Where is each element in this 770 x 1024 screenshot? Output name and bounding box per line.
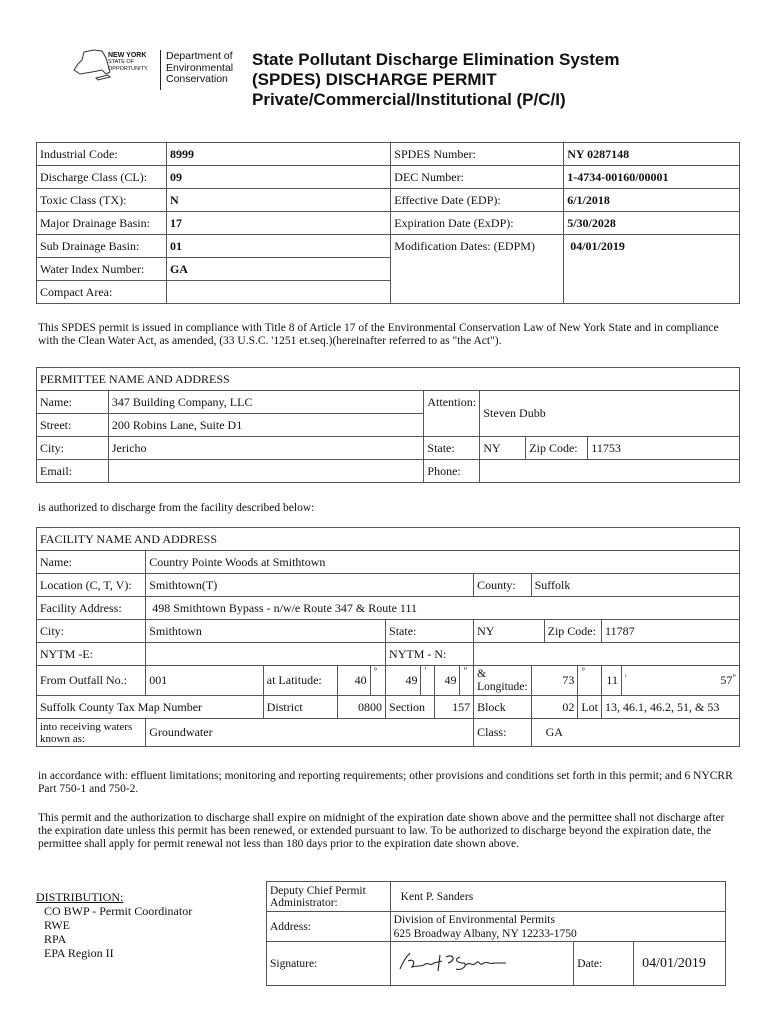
facility-state-value: NY — [474, 620, 545, 643]
logo-divider — [160, 50, 161, 90]
address-line-1: Division of Environmental Permits — [393, 913, 555, 926]
permittee-city-label: City: — [37, 437, 109, 460]
county-value: Suffolk — [531, 574, 739, 597]
permittee-name-value: 347 Building Company, LLC — [108, 391, 424, 414]
handwritten-signature — [394, 947, 514, 977]
facility-table — [36, 527, 740, 747]
attention-label: Attention: — [424, 391, 480, 437]
signature-cell — [390, 942, 574, 986]
lon-min-value: 11 — [602, 666, 622, 696]
water-index-label: Water Index Number: — [37, 258, 167, 281]
dec-logo — [72, 48, 244, 98]
industrial-code-value: 8999 — [166, 143, 390, 166]
section-label: Section — [386, 696, 435, 719]
permittee-email-label: Email: — [37, 460, 109, 483]
block-value: 02 — [531, 696, 578, 719]
authorized-text: is authorized to discharge from the facility described below: — [38, 502, 315, 514]
intro-paragraph: This SPDES permit is issued in compliance with Title 8 of Article 17 of the Environmental Conservation Law of New York State and in compliance with the Clean Water Act, as amended, (33 U.S.C. '1251 et.seq.)(hereinafter referred to as "the Act"). — [38, 322, 719, 347]
compact-area-value — [166, 281, 390, 304]
dec-number-label: DEC Number: — [391, 166, 564, 189]
permittee-table — [36, 367, 740, 483]
accordance-paragraph: in accordance with: effluent limitations; monitoring and reporting requirements; other provisions and conditions set forth in this permit; and 6 NYCRR Part 750-1 and 750-2. — [38, 770, 733, 795]
nytm-e-label: NYTM -E: — [37, 643, 146, 666]
lat-sec-value: 49 — [435, 666, 460, 696]
permit-codes-table — [36, 142, 740, 304]
distribution-item: RWE — [44, 918, 70, 932]
major-drainage-label: Major Drainage Basin: — [37, 212, 167, 235]
outfall-label: From Outfall No.: — [37, 666, 146, 696]
date-value: 04/01/2019 — [634, 942, 726, 986]
facility-zip-label: Zip Code: — [544, 620, 601, 643]
address-line-2: 625 Broadway Albany, NY 12233-1750 — [393, 927, 577, 940]
ny-state-wordmark: NEW YORK STATE OF OPPORTUNITY. — [108, 52, 149, 72]
facility-name-label: Name: — [37, 551, 146, 574]
nytm-e-value — [146, 643, 386, 666]
distribution-item: CO BWP - Permit Coordinator — [44, 904, 193, 918]
lon-min-symbol: ' — [624, 673, 627, 683]
industrial-code-label: Industrial Code: — [37, 143, 167, 166]
toxic-class-value: N — [166, 189, 390, 212]
nytm-n-label: NYTM - N: — [386, 643, 474, 666]
permittee-name-label: Name: — [37, 391, 109, 414]
ny-state-map-icon — [72, 48, 112, 84]
permittee-state-label: State: — [424, 437, 480, 460]
signature-label: Signature: — [267, 942, 391, 986]
exdp-value: 5/30/2028 — [564, 212, 740, 235]
county-label: County: — [474, 574, 531, 597]
address-label: Address: — [267, 912, 391, 942]
permittee-email-value — [108, 460, 424, 483]
tax-map-label: Suffolk County Tax Map Number — [37, 696, 264, 719]
facility-address-label: Facility Address: — [37, 597, 146, 620]
spdes-number-label: SPDES Number: — [391, 143, 564, 166]
dec-number-value: 1-4734-00160/00001 — [564, 166, 740, 189]
lon-deg-symbol: ° — [578, 666, 602, 696]
lon-sec-value — [621, 666, 739, 696]
lat-deg-symbol: ° — [370, 666, 385, 696]
lat-min-symbol: ' — [421, 666, 435, 696]
permittee-zip-label: Zip Code: — [526, 437, 588, 460]
distribution-item: RPA — [44, 932, 67, 946]
permittee-zip-value: 11753 — [588, 437, 740, 460]
permittee-state-value: NY — [480, 437, 526, 460]
expiration-paragraph: This permit and the authorization to discharge shall expire on midnight of the expiration date shown above and the permittee shall not discharge after the expiration date unless this permit has been renewed, or extended pursuant to law. To be authorized to discharge beyond the expiration date, the permittee shall apply for permit renewal not less than 180 days prior to the expiration date shown above. — [38, 812, 725, 850]
permittee-street-value: 200 Robins Lane, Suite D1 — [108, 414, 424, 437]
lot-value: 13, 46.1, 46.2, 51, & 53 — [602, 696, 740, 719]
district-label: District — [263, 696, 337, 719]
sub-drainage-value: 01 — [166, 235, 390, 258]
attention-value: Steven Dubb — [480, 391, 740, 437]
longitude-label: & Longitude: — [474, 666, 531, 696]
edp-value: 6/1/2018 — [564, 189, 740, 212]
facility-heading: FACILITY NAME AND ADDRESS — [37, 528, 740, 551]
district-value: 0800 — [338, 696, 386, 719]
latitude-label: at Latitude: — [263, 666, 337, 696]
facility-state-label: State: — [386, 620, 474, 643]
edpm-value: 04/01/2019 — [564, 235, 740, 304]
permit-title: State Pollutant Discharge Elimination System (SPDES) DISCHARGE PERMIT Private/Commercial/Institutional (P/C/I) — [252, 50, 620, 109]
facility-zip-value: 11787 — [602, 620, 740, 643]
admin-label: Deputy Chief Permit Administrator: — [267, 882, 391, 912]
outfall-value: 001 — [146, 666, 264, 696]
permittee-street-label: Street: — [37, 414, 109, 437]
facility-city-label: City: — [37, 620, 146, 643]
nytm-n-value — [474, 643, 740, 666]
major-drainage-value: 17 — [166, 212, 390, 235]
toxic-class-label: Toxic Class (TX): — [37, 189, 167, 212]
lat-deg-value: 40 — [338, 666, 370, 696]
distribution-block — [36, 890, 192, 960]
water-class-value: GA — [531, 719, 739, 747]
permittee-phone-label: Phone: — [424, 460, 480, 483]
compact-area-label: Compact Area: — [37, 281, 167, 304]
signoff-table — [266, 881, 726, 986]
lon-sec-symbol: " — [732, 673, 736, 683]
permittee-city-value: Jericho — [108, 437, 424, 460]
lot-label: Lot — [578, 696, 602, 719]
facility-name-value: Country Pointe Woods at Smithtown — [146, 551, 740, 574]
dept-name: Department of Environmental Conservation — [166, 50, 234, 85]
facility-address-value: 498 Smithtown Bypass - n/w/e Route 347 & Route 111 — [146, 597, 740, 620]
date-label: Date: — [574, 942, 634, 986]
admin-value: Kent P. Sanders — [390, 882, 725, 912]
edpm-label: Modification Dates: (EDPM) — [391, 235, 564, 304]
water-index-value: GA — [166, 258, 390, 281]
spdes-number-value: NY 0287148 — [564, 143, 740, 166]
discharge-class-value: 09 — [166, 166, 390, 189]
lat-min-value: 49 — [386, 666, 421, 696]
location-value: Smithtown(T) — [146, 574, 474, 597]
block-label: Block — [474, 696, 531, 719]
lon-deg-value: 73 — [531, 666, 578, 696]
receiving-waters-value: Groundwater — [146, 719, 474, 747]
facility-city-value: Smithtown — [146, 620, 386, 643]
section-value: 157 — [435, 696, 474, 719]
exdp-label: Expiration Date (ExDP): — [391, 212, 564, 235]
discharge-class-label: Discharge Class (CL): — [37, 166, 167, 189]
address-value — [390, 912, 725, 942]
lon-sec-number: 57 — [720, 673, 733, 687]
distribution-item: EPA Region II — [44, 946, 114, 960]
distribution-heading: DISTRIBUTION: — [36, 890, 124, 904]
permittee-heading: PERMITTEE NAME AND ADDRESS — [37, 368, 740, 391]
sub-drainage-label: Sub Drainage Basin: — [37, 235, 167, 258]
location-label: Location (C, T, V): — [37, 574, 146, 597]
receiving-waters-label: into receiving waters known as: — [37, 719, 146, 747]
lat-sec-symbol: " — [460, 666, 474, 696]
permittee-phone-value — [480, 460, 740, 483]
water-class-label: Class: — [474, 719, 531, 747]
edp-label: Effective Date (EDP): — [391, 189, 564, 212]
